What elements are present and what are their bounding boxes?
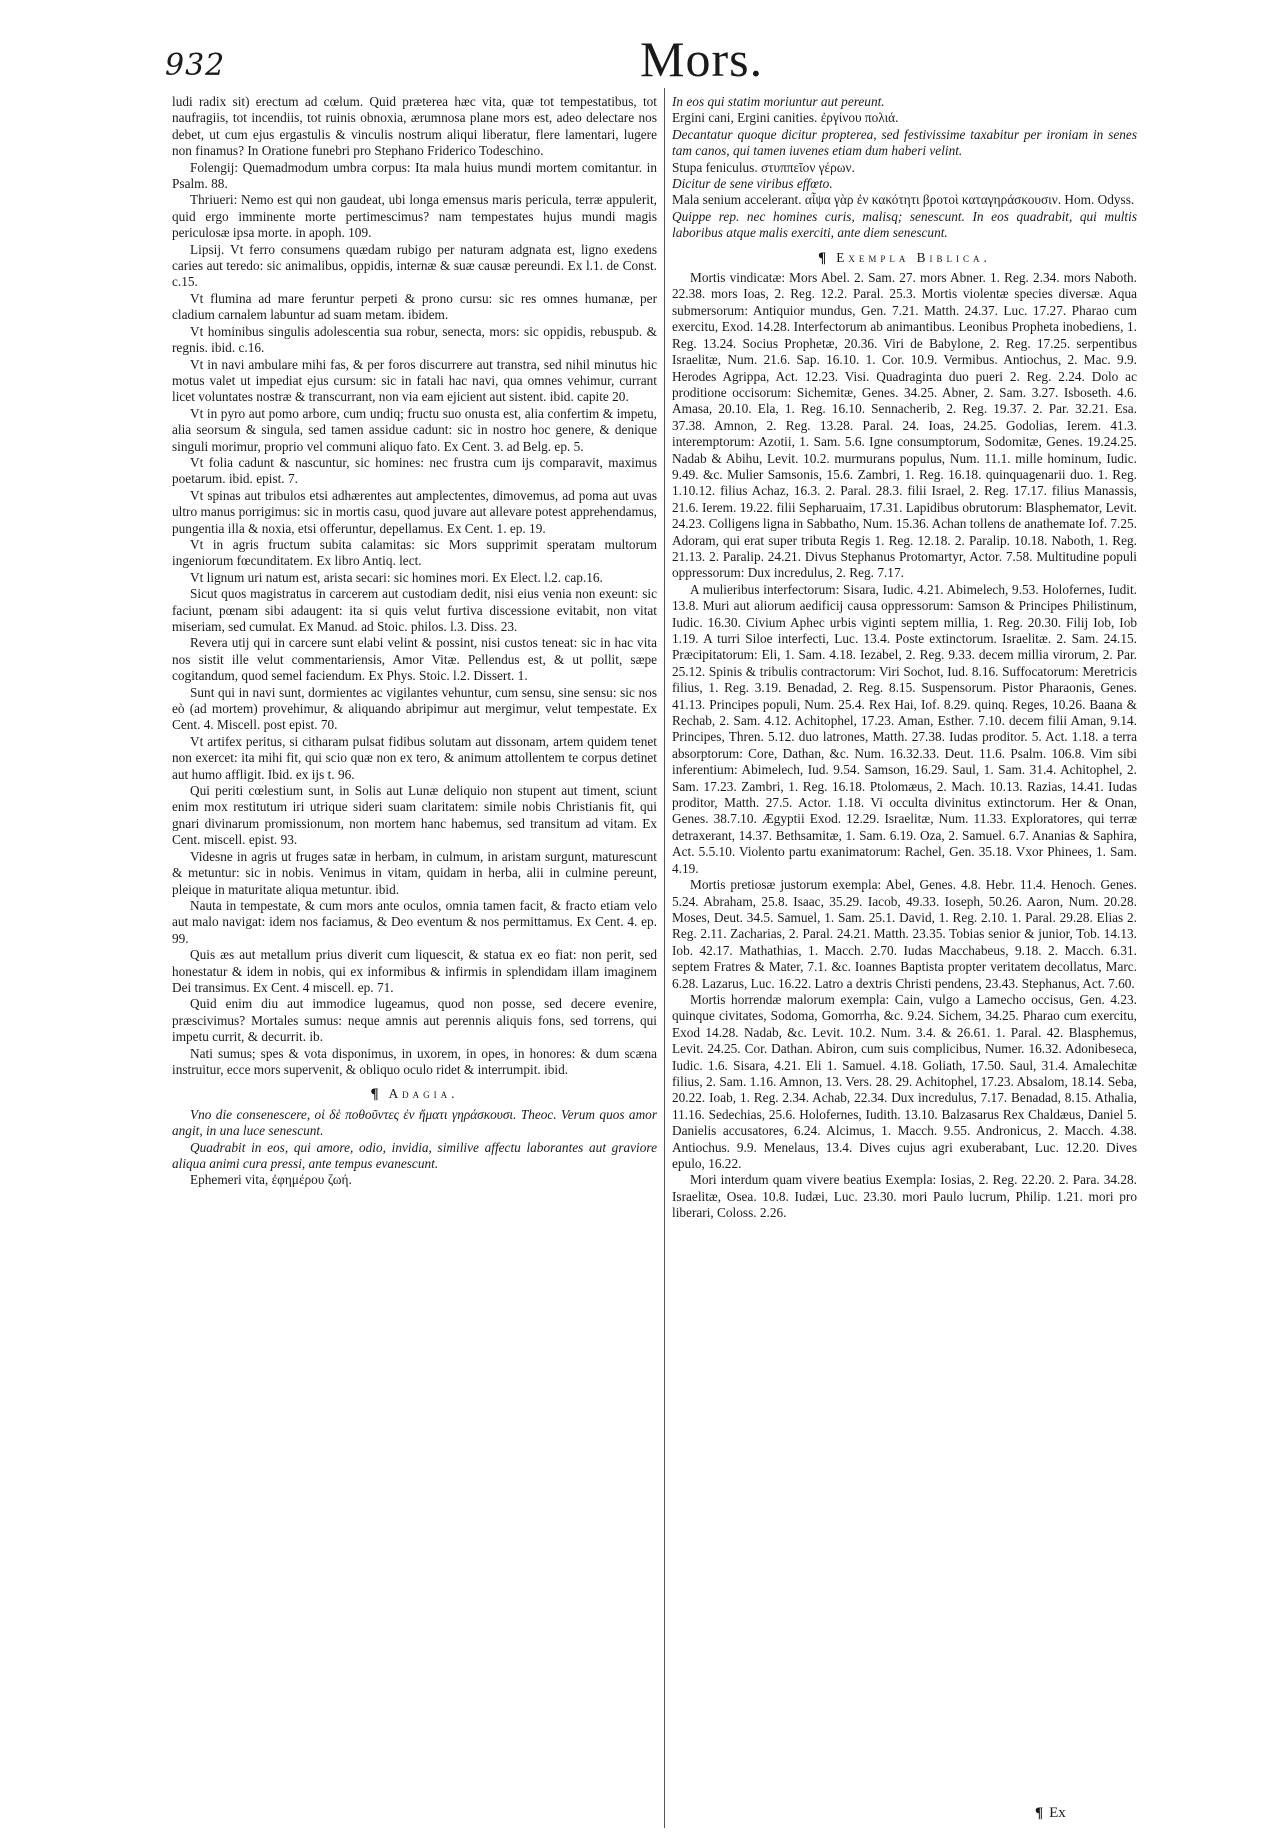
paragraph: Stupa feniculus. στυππεῖον γέρων. [672, 159, 855, 175]
paragraph: Lipsij. Vt ferro consumens quædam rubigo per naturam adgnata est, ligno exedens caries aut teredo: sic animalibus, oppidis, internæ & suæ causæ pereundi. Ex l.1. de Const. c.15. [172, 241, 657, 290]
paragraph: Vt hominibus singulis adolescentia sua robur, senecta, mors: sic oppidis, rebuspub. & regnis. ibid. c.16. [172, 323, 657, 356]
right-column [672, 94, 1137, 1819]
paragraph: Quadrabit in eos, qui amore, odio, invidia, similive affectu laborantes aut graviore aliqua animi cura pressi, ante tempus evanescunt. [172, 1139, 657, 1171]
paragraph: Quippe rep. nec homines curis, malisq; senescunt. In eos quadrabit, qui multis laboribus atque malis exerciti, ante diem senescunt. [672, 208, 1137, 241]
column-divider [664, 88, 665, 1828]
pilcrow-icon: ¶ [818, 249, 831, 266]
paragraph: Vt in pyro aut pomo arbore, cum undiq; fructu suo onusta est, alia confertim & impetu, alia seorsum & singula, sed tamen assidue cadunt: sic in nostro hoc genere, & denique singuli morimur, proprio vel communi aliquo fato. Ex Cent. 3. ad Belg. ep. 5. [172, 405, 657, 454]
paragraph: Vt in navi ambulare mihi fas, & per foros discurrere aut transtra, sed nihil minutus hic motus valet ut impediat ejus cursum: sic in fatali hac navi, qua omnes vehimur, currant licet voluntates nostræ & transcurrant, non via eam ejicient aut sistent. ibid. capite 20. [172, 356, 657, 405]
paragraph: A mulieribus interfectorum: Sisara, Iudic. 4.21. Abimelech, 9.53. Holofernes, Iudit. 13.8. Muri aut aliorum aedificij causa oppressorum: Samson & Principes Philistinum, Iudic. 16.30. Civium Aphec urbis viginti septem millia, 1. Reg. 20.30. Filij Iob, Iob 1.19. A turri Siloe interfecti, Luc. 13.4. Poste extinctorum. Israelitæ. 2. Sam. 24.15. Præcipitatorum: Eli, 1. Sam. 4.18. Iezabel, 2. Reg. 9.33. decem millia virorum, 2. Par. 25.12. Spinis & tribulis contractorum: Viri Sochot, Iud. 8.16. Suffocatorum: Meretricis filius, 1. Reg. 3.19. Benadad, 2. Reg. 8.15. Suspensorum. Pistor Pharaonis, Genes. 41.13. Principes populi, Num. 25.4. Rex Hai, Iof. 8.29. quinq. Reges, 10.26. Baana & Rechab, 2. Sam. 4.12. Achitophel, 17.23. Aman, Esther. 7.10. decem filii Aman, 9.14. Principes, Thren. 5.12. duo latrones, Matth. 27.38. Iudas proditor. 5. Act. 1.18. a terra absorptorum: Core, Dathan, &c. Num. 16.32.33. Deut. 11.6. Psalm. 106.8. Vim sibi inferentium: Abimelech, Iud. 9.54. Samson, 16.29. Saul, 1. Sam. 31.4. Achitophel, 2. Sam. 17.23. Zambri, 1. Reg. 16.18. Ptolomæus, 2. Mach. 10.13. Razias, 14.41. Iudas proditor, Matth. 27.5. Actor. 1.18. Vi occulta divinitus extinctorum. Her & Onan, Genes. 38.7.10. Ægyptii Exod. 12.29. Israelitæ, Num. 11.33. Exploratores, qui terræ detraxerant, 14.37. Bethsamitæ, 1. Sam. 6.19. Oza, 2. Samuel. 6.7. Ananias & Saphira, Act. 5.5.10. Violento partu exanimatorum: Rachel, Gen. 35.18. Vxor Phinees, 1. Sam. 4.19. [672, 581, 1137, 876]
page-number: 932 [165, 48, 226, 83]
paragraph: Nati sumus; spes & vota disponimus, in uxorem, in opes, in honores: & dum scæna instruitur, ecce mors supervenit, & obliquo oculo ridet & interrumpit. ibid. [172, 1045, 657, 1077]
paragraph: Vt lignum uri natum est, arista secari: sic homines mori. Ex Elect. l.2. cap.16. [190, 569, 603, 585]
paragraph: Sicut quos magistratus in carcerem aut custodiam dedit, nisi eius venia non exeunt: sic faciunt, pœnam sibi adaugent: ita si quis velut furtiva discessione evitabit, non vitat miseriam, sed cumulat. Ex Manud. ad Stoic. philos. l.3. Diss. 23. [172, 586, 657, 634]
pilcrow-icon: ¶ [1035, 1805, 1044, 1821]
paragraph: Mala senium accelerant. αἶψα γὰρ ἐν κακότητι βροτοὶ καταγηράσκουσιν. Hom. Odyss. [672, 192, 1135, 208]
pilcrow-icon: ¶ [370, 1086, 383, 1103]
paragraph: Mortis horrendæ malorum exempla: Cain, vulgo a Lamecho occisus, Gen. 4.23. quinque civitates, Sodoma, Gomorrha, &c. 9.24. Sichem, 34.25. Pharao cum exercitu, Exod 14.28. Nadab, &c. Levit. 10.2. Num. 3.4. & 26.61. 1. Paral. 42. Blasphemus, Levit. 24.25. Cor. Dathan. Abiron, cum suis complicibus, Numer. 16.32. Adonibeseca, Iudic. 1.6. Sisara, 4.21. Eli 1. Samuel. 4.18. Goliath, 17.50. Saul, 31.4. Amalechitæ filius, 2. Sam. 1.16. Amnon, 13. Vers. 28. 29. Achitophel, 17.23. Absalom, 18.14. Seba, 20.22. Ioab, 1. Reg. 2.34. Achab, 22.34. Dux incredulus, 7.17. Benadad, 8.15. Athalia, 11.16. Sedechias, 25.6. Holofernes, Iudith. 13.10. Balzasarus Rex Chaldæus, Daniel 5. Danielis accusatores, 6.24. Alcimus, 1. Macch. 9.55. Andronicus, 2. Macch. 4.38. Antiochus. 9.9. Menelaus, 13.4. Dives cujus agri exuberabant, Luc. 12.20. Dives epulo, 16.22. [672, 991, 1137, 1171]
paragraph: Folengij: Quemadmodum umbra corpus: Ita mala huius mundi mortem comitantur. in Psalm. 88. [172, 159, 657, 192]
paragraph: Decantatur quoque dicitur propterea, sed festivissime taxabitur per ironiam in senes tam canos, qui tamen iuvenes etiam dum haberi velint. [672, 126, 1137, 159]
section-heading-exempla-biblica: ¶ Exempla Biblica. [818, 249, 991, 266]
paragraph: Vt folia cadunt & nascuntur, sic homines: nec frustra cum ijs comparavit, maximus poetarum. ibid. epist. 7. [172, 454, 657, 487]
page-title: Mors. [640, 31, 764, 87]
paragraph: Dicitur de sene viribus effœto. [672, 176, 833, 192]
paragraph: Qui periti cœlestium sunt, in Solis aut Lunæ deliquio non stupent aut timent, sciunt enim mox restitutum iri utrique sideri suam claritatem: simile nobis Christianis fit, qui gnari divinarum promissionum, non mortem hanc habemus, sed transitum ad vitam. Ex Cent. miscell. epist. 93. [172, 783, 657, 848]
paragraph: Revera utij qui in carcere sunt elabi velint & possint, nisi custos teneat: sic in hac vita nos sistit ille velut commentariensis, Amor Vitæ. Pellendus est, & ut pollit, sæpe cogitandum, quod semel faciendum. Ex Phys. Stoic. l.2. Dissert. 1. [172, 635, 657, 684]
paragraph: Sunt qui in navi sunt, dormientes ac vigilantes vehuntur, cum sensu, sine sensu: sic nos eò (ad mortem) provehimur, & aliquando abripimur aut mergimur, velut tempestate. Ex Cent. 4. Miscell. post epist. 70. [172, 684, 657, 733]
paragraph: Thriueri: Nemo est qui non gaudeat, ubi longa emensus maris pericula, terræ appulerit, quid ergo imminente morte pertimescimus? nam tempestates hujus mundi magis periculosæ ipsa morte. in apoph. 109. [172, 192, 657, 241]
section-heading-adagia: ¶ Adagia. [370, 1086, 459, 1103]
paragraph: ludi radix sit) erectum ad cœlum. Quid præterea hæc vita, quæ tot tempestatibus, tot naufragiis, tot incendiis, tot ruinis obnoxia, ærumnosa plane mors est, adeo delectare nos debet, ut cum ejus ergastulis & vinculis nostrum aliqui liberatur, flere lamentari, lugere non finamus? In Oratione funebri pro Stephano Friderico Todeschino. [172, 94, 657, 159]
paragraph: Quid enim diu aut immodice lugeamus, quod non posse, sed decere evenire, præscivimus? Mortales sumus: neque amnis aut perennis aliquis fons, sed torrens, qui impetu currit, & decurrit. ib. [172, 996, 657, 1045]
catchword: ¶ Ex [1035, 1805, 1066, 1821]
paragraph: Vt flumina ad mare feruntur perpeti & prono cursu: sic res omnes humanæ, per cladium carnalem labuntur ad suam metam. ibidem. [172, 290, 657, 323]
paragraph: Vno die consenescere, οἱ δὲ ποθοῦντες ἐν ἤματι γηράσκουσι. Theoc. Verum quos amor angit, in una luce senescunt. [172, 1106, 657, 1139]
paragraph: Videsne in agris ut fruges satæ in herbam, in culmum, in aristam surgunt, maturescunt & metuntur: sic in nobis. Venimus in vitam, quidam in herba, alii in culmine pereunt, pleique in maturitate aliqua metuntur. ibid. [172, 848, 657, 897]
paragraph: Mori interdum quam vivere beatius Exempla: Iosias, 2. Reg. 22.20. 2. Para. 34.28. Israelitæ, Osea. 10.8. Iudæi, Luc. 23.30. mori Paulo lucrum, Philip. 1.21. mori pro liberari, Coloss. 2.26. [672, 1172, 1137, 1221]
paragraph: In eos qui statim moriuntur aut pereunt. [672, 94, 885, 109]
paragraph: Ephemeri vita, ἐφημέρου ζωή. [190, 1172, 352, 1188]
paragraph: Vt in agris fructum subita calamitas: sic Mors supprimit speratam multorum ingeniorum fœcunditatem. Ex libro Antiq. lect. [172, 536, 657, 569]
paragraph: Nauta in tempestate, & cum mors ante oculos, omnia tamen facit, & fracto etiam velo aut malo navigat: idem nos faciamus, & Deo eventum & nos permittamus. Ex Cent. 4. ep. 99. [172, 897, 657, 946]
paragraph: Quis æs aut metallum prius diverit cum liquescit, & statua ex eo fiat: non perit, sed honestatur & idem in nobis, qui ex informibus & infirmis in splendidam illam imaginem Dei transimus. Ex Cent. 4 miscell. ep. 71. [172, 947, 657, 995]
left-column [172, 94, 657, 1819]
paragraph: Mortis vindicatæ: Mors Abel. 2. Sam. 27. mors Abner. 1. Reg. 2.34. mors Naboth. 22.38. mors Ioas, 2. Reg. 12.2. Paral. 25.3. Mortis violentæ species diversæ. Aqua submersorum: Antiquior mundus, Gen. 7.21. Matth. 24.37. Luc. 17.27. Pharao cum exercitu, Exod. 14.28. Interfectorum ab animantibus. Leonibus Propheta inobediens, 1. Reg. 13.24. Socius Prophetæ, 20.36. Viri de Babylone, 2. Reg. 17.25. serpentibus Israelitæ, Num. 21.6. Sap. 16.10. 1. Cor. 10.9. Vermibus. Antiochus, 2. Mac. 9.9. Herodes Agrippa, Act. 12.23. Visi. Quadraginta duo pueri 2. Reg. 2.24. Dolo ac proditione occisorum: Sichemitæ, Genes. 34.25. Abner, 2. Sam. 3.27. Isboseth. 4.6. Amasa, 20.10. Ela, 1. Reg. 16.10. Sennacherib, 2. Reg. 19.37. 2. Par. 32.21. Esa. 37.38. Amnon, 2. Reg. 13.28. Paral. 24. Ioas, 24.25. Godolias, Ierem. 41.3. interemptorum: Azotii, 1. Sam. 5.6. Igne consumptorum, Sodomitæ, Genes. 19.24.25. Nadab & Abihu, Levit. 10.2. murmurans populus, Num. 11.1. mille hominum, Iudic. 9.49. &c. Mulier Samsonis, 15.6. Zambri, 1. Reg. 16.18. quinquagenarii duo. 1. Reg. 1.10.12. filius Achaz, 16.3. 2. Paral. 28.3. filii Israel, 2. Reg. 17.17. filius Manassis, 21.6. Ierem. 19.22. filii Sepharuaim, 17.31. Lapidibus obrutorum: Blasphemator, Levit. 24.23. Colligens ligna in Sabbatho, Num. 15.36. Achan tollens de anathemate Iof. 7.25. Adoram, qui erat super tributa Regis 1. Reg. 12.18. 2. Paralip. 10.18. Naboth, 1. Reg. 21.13. 2. Paralip. 24.21. Divus Stephanus Protomartyr, Actor. 7.58. Multitudine populi oppressorum: Dux incredulus, 2. Reg. 7.17. [672, 270, 1137, 581]
paragraph: Vt artifex peritus, si citharam pulsat fidibus solutam aut dissonam, artem quidem tenet non exercet: ita mihi fit, qui scio quæ non ex tero, & animum attollentem te corpus detinet aut humo affligit. Ibid. ex ijs t. 96. [172, 733, 657, 782]
paragraph: Ergini cani, Ergini canities. ἐργίνου πολιά. [672, 110, 899, 126]
paragraph: Mortis pretiosæ justorum exempla: Abel, Genes. 4.8. Hebr. 11.4. Henoch. Genes. 5.24. Abraham, 25.8. Isaac, 35.29. Iacob, 49.33. Ioseph, 50.26. Aaron, Num. 20.28. Moses, Deut. 34.5. Samuel, 1. Sam. 25.1. David, 1. Reg. 2.10. 1. Paral. 29.28. Elias 2. Reg. 2.11. Zacharias, 2. Paral. 24.21. Matth. 23.35. Tobias senior & junior, Tob. 14.13. Iob. 42.17. Mathathias, 1. Macch. 2.70. Iudas Macchabeus, 9.18. 2. Macch. 6.31. septem Fratres & Mater, 7.1. &c. Ioannes Baptista propter veritatem decollatus, Marc. 6.28. Lazarus, Luc. 16.22. Latro a dextris Christi pendens, 23.43. Stephanus, Act. 7.60. [672, 877, 1137, 991]
paragraph: Vt spinas aut tribulos etsi adhærentes aut amplectentes, dimovemus, ad poma aut uvas ultro manus porrigimus: sic in mortis casu, quod juvare aut allevare potest apprehendamus, pungentia illa & noxia, etsi offeruntur, depellamus. Ex Cent. 1. ep. 19. [172, 487, 657, 536]
